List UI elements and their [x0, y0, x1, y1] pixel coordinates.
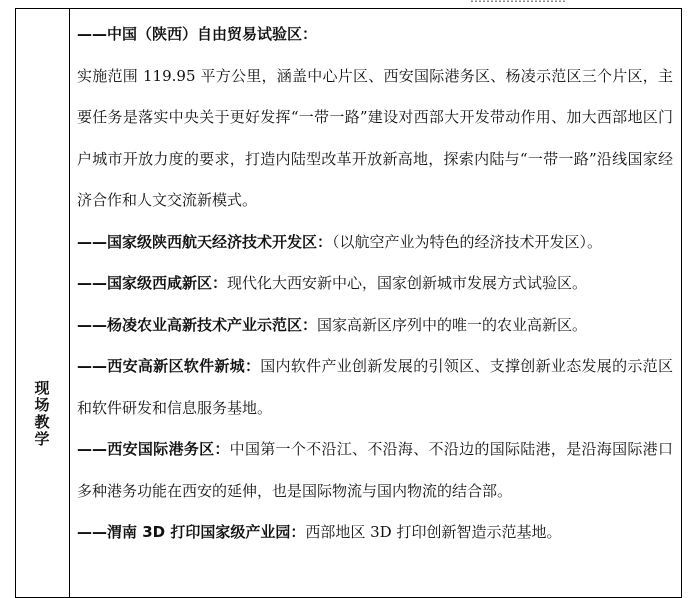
- item-body: 中国第一个不沿江、不沿海、不沿边的国际陆港，是沿海国际港口多种港务功能在西安的延伸，也是国际物流与国内物流的结合部。: [77, 440, 673, 500]
- item-body: （以航空产业为特色的经济技术开发区）。: [332, 232, 603, 251]
- item-heading: ——国家级西咸新区：: [77, 274, 228, 292]
- item-body: 国内软件产业创新发展的引领区、支撑创新业态发展的示范区和软件研发和信息服务基地。: [77, 357, 673, 417]
- item-yangling-zone: [77, 305, 673, 347]
- item-aerospace-zone: [77, 222, 673, 264]
- item-heading: ——杨凌农业高新技术产业示范区：: [77, 315, 318, 334]
- row-label-char: 教: [34, 413, 50, 431]
- row-label-on-site-teaching: [32, 380, 52, 448]
- item-body: 西部地区 3D 打印创新智造示范基地。: [305, 523, 562, 541]
- item-free-trade-zone-heading: [77, 14, 673, 56]
- item-heading: ——中国（陕西）自由贸易试验区：: [77, 25, 318, 43]
- item-software-city: [77, 346, 673, 429]
- row-label-char: 场: [34, 396, 50, 414]
- row-label-char: 学: [34, 430, 50, 448]
- item-body: 实施范围 119.95 平方公里，涵盖中心片区、西安国际港务区、杨凌示范区三个片区，主要任务是落实中央关于更好发挥“一带一路”建设对西部大开发带动作用、加大西部地区门户城市开放力度的要求，打造内陆型改革开放新高地，探索内陆与“一带一路”沿线国家经济合作和人文交流新模式。: [77, 66, 673, 209]
- item-heading: ——国家级陕西航天经济技术开发区：: [77, 232, 333, 251]
- item-heading: ——西安高新区软件新城：: [77, 357, 261, 375]
- item-3d-printing-park: [77, 512, 673, 554]
- item-free-trade-zone-body: [77, 56, 673, 222]
- item-body: 现代化大西安新中心，国家创新城市发展方式试验区。: [227, 274, 588, 292]
- item-heading: ——西安国际港务区：: [77, 440, 230, 458]
- item-body: 国家高新区序列中的唯一的农业高新区。: [317, 315, 588, 334]
- column-divider: [69, 8, 70, 598]
- item-xixian-new-area: [77, 263, 673, 305]
- cut-off-header-text: [470, 0, 566, 5]
- item-heading: ——渭南 3D 打印国家级产业园：: [77, 523, 306, 541]
- row-label-char: 现: [34, 379, 50, 397]
- item-international-port: [77, 429, 673, 512]
- content-cell: [77, 14, 673, 554]
